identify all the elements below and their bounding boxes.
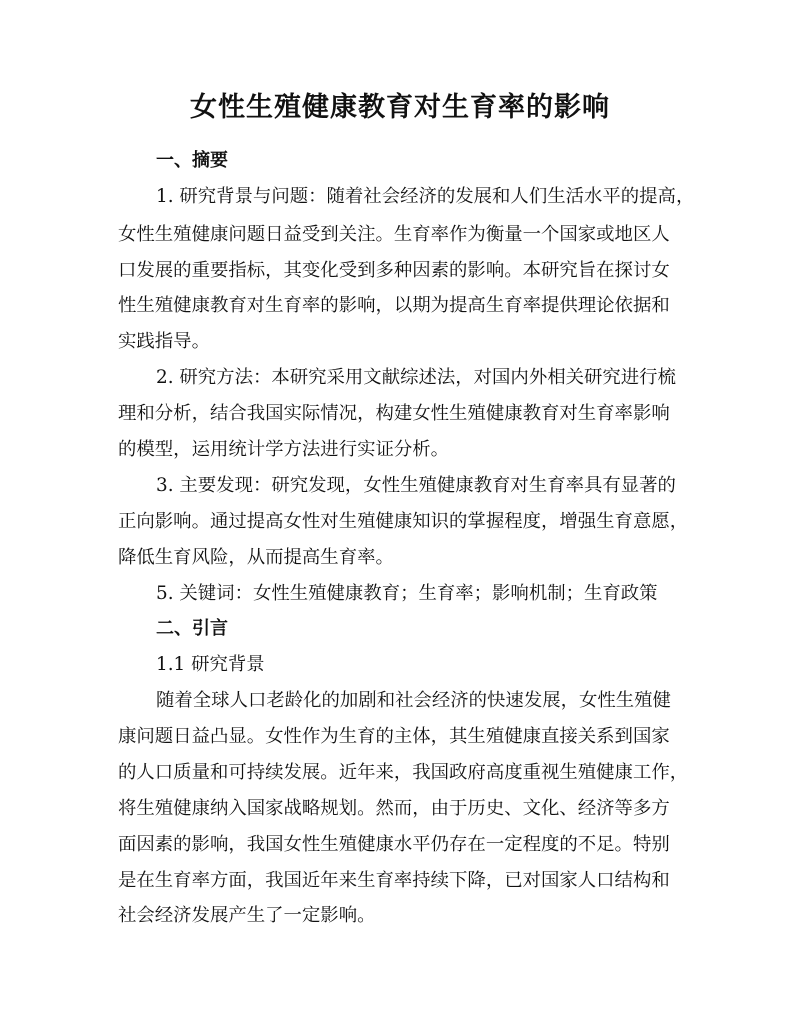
abstract-p1-line: 1. 研究背景与问题：随着社会经济的发展和人们生活水平的提高， [156,186,695,207]
abstract-p1-line: 实践指导。 [118,331,210,352]
abstract-p3-line: 正向影响。通过提高女性对生殖健康知识的掌握程度，增强生育意愿， [118,511,689,532]
intro-p1-line: 随着全球人口老龄化的加剧和社会经济的快速发展，女性生殖健 [156,690,671,711]
abstract-p2-line: 2. 研究方法：本研究采用文献综述法，对国内外相关研究进行梳 [156,367,676,388]
abstract-p1-line: 性生殖健康教育对生育率的影响，以期为提高生育率提供理论依据和 [118,295,670,316]
abstract-p3-line: 3. 主要发现：研究发现，女性生殖健康教育对生育率具有显著的 [156,475,676,496]
abstract-p1-line: 女性生殖健康问题日益受到关注。生育率作为衡量一个国家或地区人 [118,224,670,245]
intro-p1-line: 是在生育率方面，我国近年来生育率持续下降，已对国家人口结构和 [118,870,670,891]
intro-p1-line: 面因素的影响，我国女性生殖健康水平仍存在一定程度的不足。特别 [118,834,670,855]
section-heading-abstract: 一、摘要 [156,150,228,171]
abstract-p2-line: 的模型，运用统计学方法进行实证分析。 [118,439,450,460]
abstract-p2-line: 理和分析，结合我国实际情况，构建女性生殖健康教育对生育率影响 [118,403,670,424]
abstract-p1-line: 口发展的重要指标，其变化受到多种因素的影响。本研究旨在探讨女 [118,260,670,281]
intro-p1-line: 将生殖健康纳入国家战略规划。然而，由于历史、文化、经济等多方 [118,798,670,819]
abstract-p3-line: 降低生育风险，从而提高生育率。 [118,547,394,568]
section-heading-intro: 二、引言 [156,618,228,639]
intro-p1-line: 的人口质量和可持续发展。近年来，我国政府高度重视生殖健康工作， [118,762,689,783]
subsection-heading-background: 1.1 研究背景 [156,654,265,675]
intro-p1-line: 康问题日益凸显。女性作为生育的主体，其生殖健康直接关系到国家 [118,726,670,747]
intro-p1-line: 社会经济发展产生了一定影响。 [118,905,376,926]
abstract-keywords: 5. 关键词：女性生殖健康教育；生育率；影响机制；生育政策 [156,583,658,604]
document-title: 女性生殖健康教育对生育率的影响 [190,92,610,123]
